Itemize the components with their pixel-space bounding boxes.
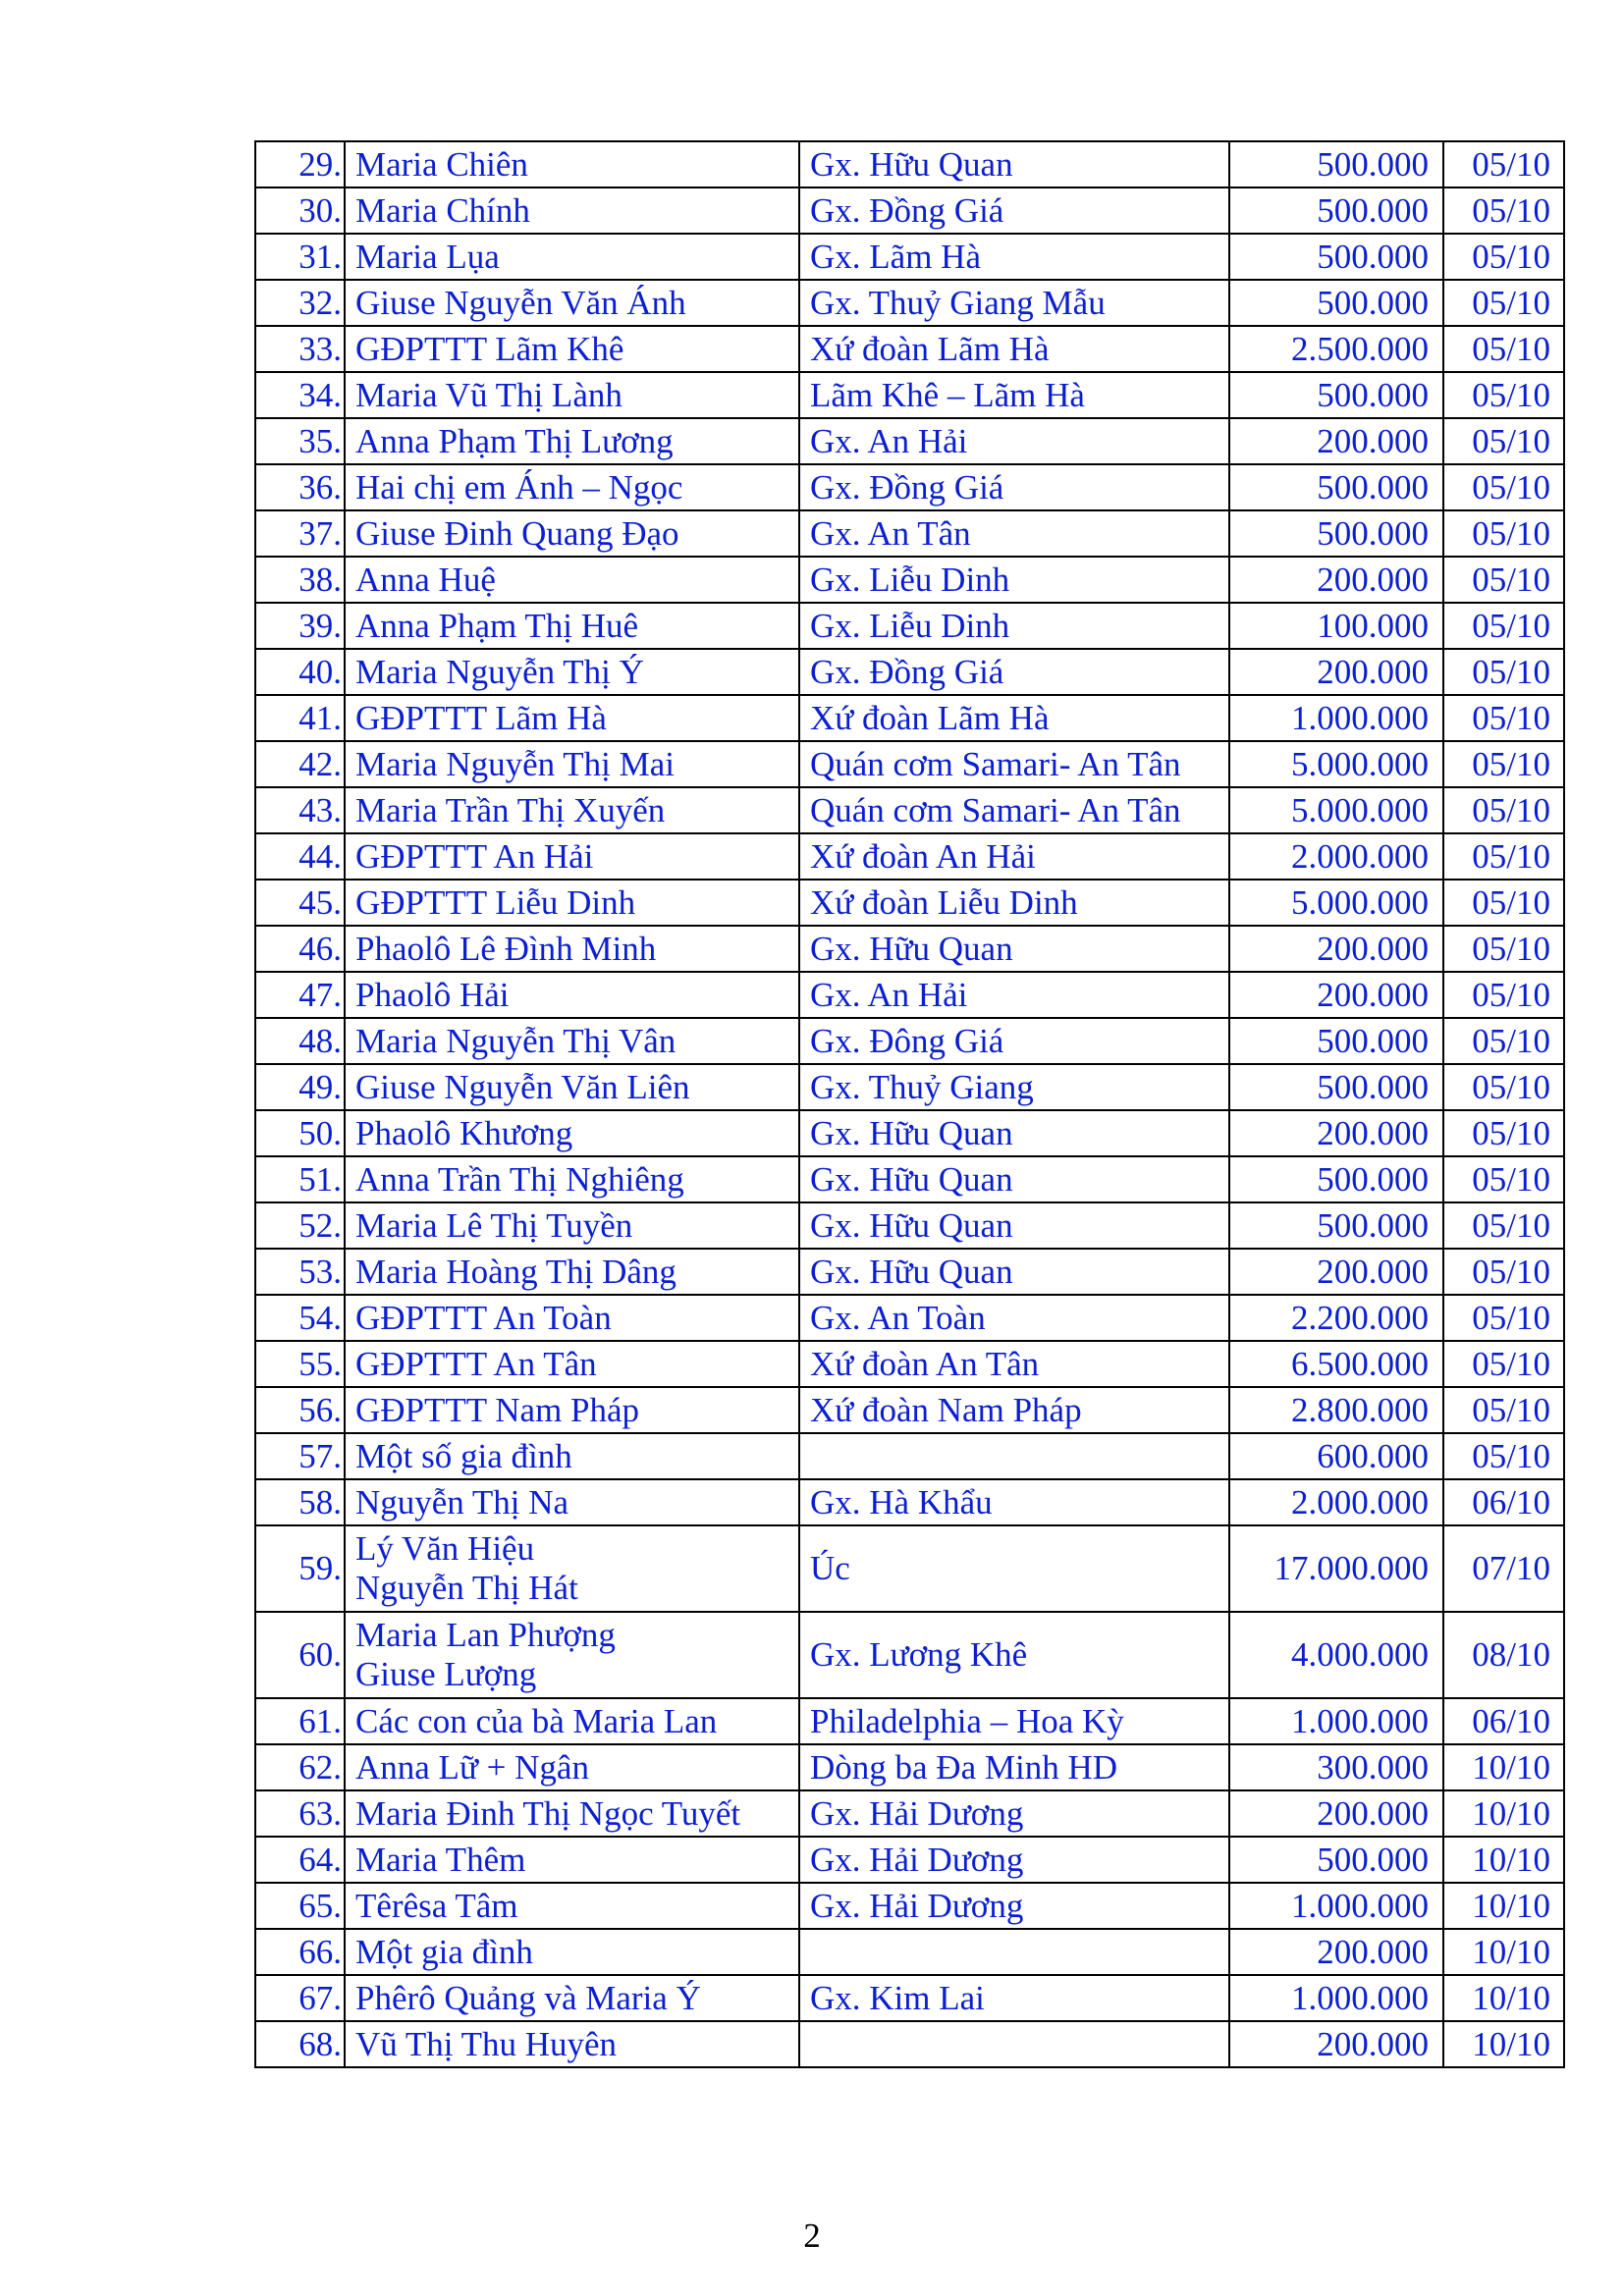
donor-name bbox=[345, 1525, 799, 1612]
donor-name-line: Phêrô Quảng và Maria Ý bbox=[355, 1978, 701, 2017]
table-row bbox=[255, 1837, 1564, 1883]
donor-location: Gx. Hữu Quan bbox=[799, 1156, 1229, 1202]
donor-name-line: GĐPTTT Lãm Khê bbox=[355, 329, 624, 368]
donor-location: Gx. Kim Lai bbox=[799, 1975, 1229, 2021]
row-number: 39. bbox=[255, 603, 345, 649]
donor-name-line: Maria Lê Thị Tuyền bbox=[355, 1205, 633, 1245]
donor-location: Xứ đoàn Lãm Hà bbox=[799, 695, 1229, 741]
row-number: 63. bbox=[255, 1790, 345, 1837]
donor-name bbox=[345, 372, 799, 418]
donor-name-line: Maria Đinh Thị Ngọc Tuyết bbox=[355, 1793, 741, 1833]
row-number: 59. bbox=[255, 1525, 345, 1612]
donor-name-line: Anna Trần Thị Nghiêng bbox=[355, 1159, 684, 1199]
donation-amount: 200.000 bbox=[1229, 418, 1443, 464]
donor-name bbox=[345, 1018, 799, 1064]
donor-name bbox=[345, 1883, 799, 1929]
row-number: 37. bbox=[255, 510, 345, 557]
row-number: 48. bbox=[255, 1018, 345, 1064]
donation-date: 05/10 bbox=[1443, 418, 1564, 464]
donor-name-line: Maria Nguyễn Thị Mai bbox=[355, 744, 675, 783]
donor-name bbox=[345, 2021, 799, 2067]
table-row bbox=[255, 1249, 1564, 1295]
donor-location: Xứ đoàn Nam Pháp bbox=[799, 1387, 1229, 1433]
row-number: 62. bbox=[255, 1744, 345, 1790]
row-number: 34. bbox=[255, 372, 345, 418]
donation-date: 05/10 bbox=[1443, 787, 1564, 833]
donation-amount: 2.500.000 bbox=[1229, 326, 1443, 372]
donor-name-line: Giuse Nguyễn Văn Ánh bbox=[355, 283, 686, 322]
donor-name bbox=[345, 464, 799, 510]
row-number: 51. bbox=[255, 1156, 345, 1202]
row-number: 30. bbox=[255, 187, 345, 234]
donor-location: Philadelphia – Hoa Kỳ bbox=[799, 1698, 1229, 1744]
donation-table-body bbox=[255, 141, 1564, 2067]
donation-amount: 17.000.000 bbox=[1229, 1525, 1443, 1612]
row-number: 54. bbox=[255, 1295, 345, 1341]
donor-name-line: Anna Phạm Thị Lương bbox=[355, 421, 674, 460]
donor-name-line: GĐPTTT Lãm Hà bbox=[355, 698, 607, 737]
donation-amount: 2.000.000 bbox=[1229, 1479, 1443, 1525]
table-row bbox=[255, 787, 1564, 833]
donation-date: 05/10 bbox=[1443, 972, 1564, 1018]
table-row bbox=[255, 1698, 1564, 1744]
row-number: 40. bbox=[255, 649, 345, 695]
donation-amount: 500.000 bbox=[1229, 372, 1443, 418]
donation-amount: 200.000 bbox=[1229, 557, 1443, 603]
donation-amount: 500.000 bbox=[1229, 187, 1443, 234]
donor-name-line: Giuse Nguyễn Văn Liên bbox=[355, 1067, 690, 1106]
row-number: 49. bbox=[255, 1064, 345, 1110]
row-number: 55. bbox=[255, 1341, 345, 1387]
donor-name bbox=[345, 557, 799, 603]
donor-name bbox=[345, 1744, 799, 1790]
donor-name-line: Giuse Đinh Quang Đạo bbox=[355, 513, 679, 553]
donation-date: 05/10 bbox=[1443, 1387, 1564, 1433]
donation-amount: 500.000 bbox=[1229, 510, 1443, 557]
donation-amount: 6.500.000 bbox=[1229, 1341, 1443, 1387]
row-number: 33. bbox=[255, 326, 345, 372]
donation-amount: 500.000 bbox=[1229, 464, 1443, 510]
donation-date: 05/10 bbox=[1443, 464, 1564, 510]
donation-date: 05/10 bbox=[1443, 880, 1564, 926]
donation-amount: 500.000 bbox=[1229, 1064, 1443, 1110]
table-row bbox=[255, 510, 1564, 557]
row-number: 67. bbox=[255, 1975, 345, 2021]
donation-amount: 2.800.000 bbox=[1229, 1387, 1443, 1433]
donor-location: Gx. Đông Giá bbox=[799, 1018, 1229, 1064]
donor-name bbox=[345, 326, 799, 372]
donation-date: 05/10 bbox=[1443, 1018, 1564, 1064]
donation-amount: 1.000.000 bbox=[1229, 1698, 1443, 1744]
donation-amount: 200.000 bbox=[1229, 972, 1443, 1018]
donation-date: 08/10 bbox=[1443, 1612, 1564, 1698]
donor-name-line: Maria Hoàng Thị Dâng bbox=[355, 1252, 677, 1291]
donation-amount: 100.000 bbox=[1229, 603, 1443, 649]
donor-name-line: Giuse Lượng bbox=[355, 1655, 537, 1693]
row-number: 56. bbox=[255, 1387, 345, 1433]
table-row bbox=[255, 1883, 1564, 1929]
donation-amount: 4.000.000 bbox=[1229, 1612, 1443, 1698]
row-number: 53. bbox=[255, 1249, 345, 1295]
donor-name bbox=[345, 1479, 799, 1525]
row-number: 61. bbox=[255, 1698, 345, 1744]
donor-name-line: Anna Huệ bbox=[355, 560, 496, 599]
donor-name bbox=[345, 880, 799, 926]
donor-location: Lãm Khê – Lãm Hà bbox=[799, 372, 1229, 418]
donor-location: Gx. Liễu Dinh bbox=[799, 603, 1229, 649]
donor-location: Xứ đoàn An Tân bbox=[799, 1341, 1229, 1387]
donation-amount: 1.000.000 bbox=[1229, 1883, 1443, 1929]
donor-name bbox=[345, 1387, 799, 1433]
donor-location: Gx. Hải Dương bbox=[799, 1837, 1229, 1883]
table-row bbox=[255, 141, 1564, 187]
table-row bbox=[255, 1479, 1564, 1525]
donation-amount: 200.000 bbox=[1229, 2021, 1443, 2067]
donor-name-line: Phaolô Lê Đình Minh bbox=[355, 929, 657, 968]
donation-date: 10/10 bbox=[1443, 1975, 1564, 2021]
donor-name-line: GĐPTTT An Toàn bbox=[355, 1298, 612, 1337]
donor-name bbox=[345, 649, 799, 695]
donor-name bbox=[345, 1249, 799, 1295]
row-number: 52. bbox=[255, 1202, 345, 1249]
table-row bbox=[255, 1018, 1564, 1064]
row-number: 29. bbox=[255, 141, 345, 187]
table-row bbox=[255, 833, 1564, 880]
donor-name-line: GĐPTTT An Tân bbox=[355, 1344, 597, 1383]
donor-name-line: Maria Nguyễn Thị Ý bbox=[355, 652, 644, 691]
table-row bbox=[255, 464, 1564, 510]
donor-location: Úc bbox=[799, 1525, 1229, 1612]
table-row bbox=[255, 1387, 1564, 1433]
donor-location: Gx. Đồng Giá bbox=[799, 187, 1229, 234]
table-row bbox=[255, 695, 1564, 741]
donor-name bbox=[345, 1110, 799, 1156]
donation-date: 05/10 bbox=[1443, 741, 1564, 787]
donation-amount: 200.000 bbox=[1229, 1110, 1443, 1156]
donor-name bbox=[345, 1790, 799, 1837]
table-row bbox=[255, 1202, 1564, 1249]
table-row bbox=[255, 741, 1564, 787]
donor-name bbox=[345, 1341, 799, 1387]
table-row bbox=[255, 1612, 1564, 1698]
donor-name-line: Một số gia đình bbox=[355, 1436, 572, 1475]
table-row bbox=[255, 1790, 1564, 1837]
donor-location: Xứ đoàn Lãm Hà bbox=[799, 326, 1229, 372]
row-number: 45. bbox=[255, 880, 345, 926]
donor-location: Dòng ba Đa Minh HD bbox=[799, 1744, 1229, 1790]
donation-date: 05/10 bbox=[1443, 187, 1564, 234]
donation-date: 05/10 bbox=[1443, 1295, 1564, 1341]
donor-name bbox=[345, 280, 799, 326]
donor-name bbox=[345, 603, 799, 649]
donor-name bbox=[345, 833, 799, 880]
donor-name bbox=[345, 926, 799, 972]
donor-name bbox=[345, 1156, 799, 1202]
donation-amount: 500.000 bbox=[1229, 141, 1443, 187]
donation-amount: 500.000 bbox=[1229, 1837, 1443, 1883]
table-row bbox=[255, 1064, 1564, 1110]
donor-name-line: Nguyễn Thị Hát bbox=[355, 1569, 578, 1607]
donor-location: Gx. Liễu Dinh bbox=[799, 557, 1229, 603]
donor-name-line: Maria Trần Thị Xuyến bbox=[355, 790, 666, 829]
row-number: 60. bbox=[255, 1612, 345, 1698]
donation-date: 06/10 bbox=[1443, 1479, 1564, 1525]
row-number: 50. bbox=[255, 1110, 345, 1156]
table-row bbox=[255, 1295, 1564, 1341]
row-number: 35. bbox=[255, 418, 345, 464]
donation-date: 05/10 bbox=[1443, 833, 1564, 880]
donor-name bbox=[345, 1975, 799, 2021]
donor-name-line: Maria Chiên bbox=[355, 144, 528, 184]
donation-date: 05/10 bbox=[1443, 926, 1564, 972]
donation-date: 05/10 bbox=[1443, 557, 1564, 603]
donor-location: Xứ đoàn Liễu Dinh bbox=[799, 880, 1229, 926]
donor-location bbox=[799, 2021, 1229, 2067]
donation-amount: 200.000 bbox=[1229, 1929, 1443, 1975]
table-row bbox=[255, 1525, 1564, 1612]
donation-date: 10/10 bbox=[1443, 1929, 1564, 1975]
donation-date: 05/10 bbox=[1443, 603, 1564, 649]
row-number: 44. bbox=[255, 833, 345, 880]
table-row bbox=[255, 372, 1564, 418]
donation-date: 05/10 bbox=[1443, 1249, 1564, 1295]
donation-amount: 200.000 bbox=[1229, 1790, 1443, 1837]
table-row bbox=[255, 649, 1564, 695]
donor-location: Gx. An Toàn bbox=[799, 1295, 1229, 1341]
donation-date: 05/10 bbox=[1443, 1156, 1564, 1202]
row-number: 66. bbox=[255, 1929, 345, 1975]
donation-amount: 2.200.000 bbox=[1229, 1295, 1443, 1341]
donation-amount: 5.000.000 bbox=[1229, 787, 1443, 833]
donation-date: 05/10 bbox=[1443, 649, 1564, 695]
table-row bbox=[255, 187, 1564, 234]
donor-name bbox=[345, 972, 799, 1018]
donation-amount: 500.000 bbox=[1229, 234, 1443, 280]
table-row bbox=[255, 234, 1564, 280]
table-row bbox=[255, 1110, 1564, 1156]
table-row bbox=[255, 972, 1564, 1018]
donor-name-line: Maria Vũ Thị Lành bbox=[355, 375, 623, 414]
donor-name bbox=[345, 1929, 799, 1975]
donor-name-line: Phaolô Hải bbox=[355, 975, 510, 1014]
donor-location: Gx. Đồng Giá bbox=[799, 464, 1229, 510]
donor-location: Gx. Lương Khê bbox=[799, 1612, 1229, 1698]
donor-name bbox=[345, 787, 799, 833]
donor-location: Gx. Hà Khẩu bbox=[799, 1479, 1229, 1525]
donor-location: Gx. Hữu Quan bbox=[799, 141, 1229, 187]
donor-location: Quán cơm Samari- An Tân bbox=[799, 741, 1229, 787]
row-number: 68. bbox=[255, 2021, 345, 2067]
donor-name-line: GĐPTTT An Hải bbox=[355, 836, 594, 876]
donation-date: 05/10 bbox=[1443, 1064, 1564, 1110]
donation-date: 05/10 bbox=[1443, 1341, 1564, 1387]
donation-amount: 200.000 bbox=[1229, 649, 1443, 695]
table-row bbox=[255, 1341, 1564, 1387]
donation-amount: 500.000 bbox=[1229, 280, 1443, 326]
donor-name-line: Các con của bà Maria Lan bbox=[355, 1701, 718, 1740]
donation-date: 05/10 bbox=[1443, 372, 1564, 418]
donation-amount: 500.000 bbox=[1229, 1156, 1443, 1202]
donor-location: Gx. Thuỷ Giang bbox=[799, 1064, 1229, 1110]
donor-name bbox=[345, 1612, 799, 1698]
donor-location: Gx. Lãm Hà bbox=[799, 234, 1229, 280]
donor-location: Xứ đoàn An Hải bbox=[799, 833, 1229, 880]
donor-name bbox=[345, 1064, 799, 1110]
donation-date: 05/10 bbox=[1443, 234, 1564, 280]
donor-name-line: Lý Văn Hiệu bbox=[355, 1529, 535, 1568]
donor-location: Gx. An Hải bbox=[799, 418, 1229, 464]
donor-name bbox=[345, 695, 799, 741]
row-number: 47. bbox=[255, 972, 345, 1018]
donation-amount: 5.000.000 bbox=[1229, 880, 1443, 926]
donation-table bbox=[254, 140, 1565, 2068]
table-row bbox=[255, 880, 1564, 926]
donor-name bbox=[345, 187, 799, 234]
donor-location: Gx. Thuỷ Giang Mẫu bbox=[799, 280, 1229, 326]
row-number: 65. bbox=[255, 1883, 345, 1929]
table-row bbox=[255, 1975, 1564, 2021]
donor-name bbox=[345, 1837, 799, 1883]
donor-name-line: Maria Nguyễn Thị Vân bbox=[355, 1021, 677, 1060]
donation-date: 05/10 bbox=[1443, 1433, 1564, 1479]
donor-name-line: Maria Lụa bbox=[355, 237, 500, 276]
donor-name bbox=[345, 510, 799, 557]
donation-amount: 500.000 bbox=[1229, 1018, 1443, 1064]
row-number: 58. bbox=[255, 1479, 345, 1525]
row-number: 57. bbox=[255, 1433, 345, 1479]
donation-amount: 600.000 bbox=[1229, 1433, 1443, 1479]
donation-date: 10/10 bbox=[1443, 2021, 1564, 2067]
donor-name-line: Một gia đình bbox=[355, 1932, 533, 1971]
row-number: 31. bbox=[255, 234, 345, 280]
donor-location: Gx. Hải Dương bbox=[799, 1883, 1229, 1929]
donation-date: 05/10 bbox=[1443, 1110, 1564, 1156]
donation-date: 10/10 bbox=[1443, 1744, 1564, 1790]
page-number: 2 bbox=[803, 2216, 821, 2255]
donor-name-line: Têrêsa Tâm bbox=[355, 1886, 518, 1925]
donor-name bbox=[345, 234, 799, 280]
donation-amount: 2.000.000 bbox=[1229, 833, 1443, 880]
donor-name-line: Maria Lan Phượng bbox=[355, 1616, 616, 1654]
donation-date: 05/10 bbox=[1443, 141, 1564, 187]
donor-name bbox=[345, 1295, 799, 1341]
donor-location: Gx. Hải Dương bbox=[799, 1790, 1229, 1837]
donor-name bbox=[345, 1698, 799, 1744]
donation-date: 07/10 bbox=[1443, 1525, 1564, 1612]
table-row bbox=[255, 418, 1564, 464]
row-number: 46. bbox=[255, 926, 345, 972]
donor-location: Quán cơm Samari- An Tân bbox=[799, 787, 1229, 833]
donor-name-line: GĐPTTT Liễu Dinh bbox=[355, 882, 636, 922]
donor-location: Gx. Hữu Quan bbox=[799, 1110, 1229, 1156]
table-row bbox=[255, 326, 1564, 372]
donation-amount: 1.000.000 bbox=[1229, 695, 1443, 741]
donation-amount: 500.000 bbox=[1229, 1202, 1443, 1249]
table-row bbox=[255, 603, 1564, 649]
donor-location bbox=[799, 1433, 1229, 1479]
donation-date: 05/10 bbox=[1443, 326, 1564, 372]
donation-date: 06/10 bbox=[1443, 1698, 1564, 1744]
donor-name bbox=[345, 741, 799, 787]
donation-date: 05/10 bbox=[1443, 280, 1564, 326]
table-row bbox=[255, 1433, 1564, 1479]
donation-date: 05/10 bbox=[1443, 695, 1564, 741]
donation-date: 05/10 bbox=[1443, 1202, 1564, 1249]
donor-name-line: Maria Thêm bbox=[355, 1840, 526, 1879]
table-row bbox=[255, 1744, 1564, 1790]
donor-name bbox=[345, 141, 799, 187]
donation-amount: 5.000.000 bbox=[1229, 741, 1443, 787]
donation-date: 10/10 bbox=[1443, 1883, 1564, 1929]
donor-name bbox=[345, 1433, 799, 1479]
donation-date: 10/10 bbox=[1443, 1837, 1564, 1883]
table-row bbox=[255, 2021, 1564, 2067]
donor-location: Gx. An Hải bbox=[799, 972, 1229, 1018]
donor-location: Gx. Đồng Giá bbox=[799, 649, 1229, 695]
donor-location: Gx. Hữu Quan bbox=[799, 926, 1229, 972]
donation-amount: 200.000 bbox=[1229, 926, 1443, 972]
row-number: 43. bbox=[255, 787, 345, 833]
donor-name-line: Phaolô Khương bbox=[355, 1113, 573, 1152]
table-row bbox=[255, 1156, 1564, 1202]
table-row bbox=[255, 557, 1564, 603]
row-number: 38. bbox=[255, 557, 345, 603]
donor-location bbox=[799, 1929, 1229, 1975]
donor-name-line: Anna Phạm Thị Huê bbox=[355, 606, 639, 645]
donor-name bbox=[345, 418, 799, 464]
donor-location: Gx. Hữu Quan bbox=[799, 1202, 1229, 1249]
donor-name-line: Maria Chính bbox=[355, 190, 530, 230]
donation-amount: 300.000 bbox=[1229, 1744, 1443, 1790]
table-row bbox=[255, 926, 1564, 972]
donation-date: 10/10 bbox=[1443, 1790, 1564, 1837]
donor-name-line: Vũ Thị Thu Huyên bbox=[355, 2024, 618, 2063]
row-number: 41. bbox=[255, 695, 345, 741]
row-number: 36. bbox=[255, 464, 345, 510]
row-number: 64. bbox=[255, 1837, 345, 1883]
donation-date: 05/10 bbox=[1443, 510, 1564, 557]
donation-amount: 200.000 bbox=[1229, 1249, 1443, 1295]
donation-amount: 1.000.000 bbox=[1229, 1975, 1443, 2021]
row-number: 42. bbox=[255, 741, 345, 787]
table-row bbox=[255, 280, 1564, 326]
donor-location: Gx. Hữu Quan bbox=[799, 1249, 1229, 1295]
donor-name-line: Nguyễn Thị Na bbox=[355, 1482, 569, 1522]
table-row bbox=[255, 1929, 1564, 1975]
donor-name bbox=[345, 1202, 799, 1249]
donor-name-line: GĐPTTT Nam Pháp bbox=[355, 1390, 640, 1429]
donor-name-line: Hai chị em Ánh – Ngọc bbox=[355, 467, 683, 507]
donor-name-line: Anna Lữ + Ngân bbox=[355, 1747, 589, 1787]
donor-location: Gx. An Tân bbox=[799, 510, 1229, 557]
row-number: 32. bbox=[255, 280, 345, 326]
